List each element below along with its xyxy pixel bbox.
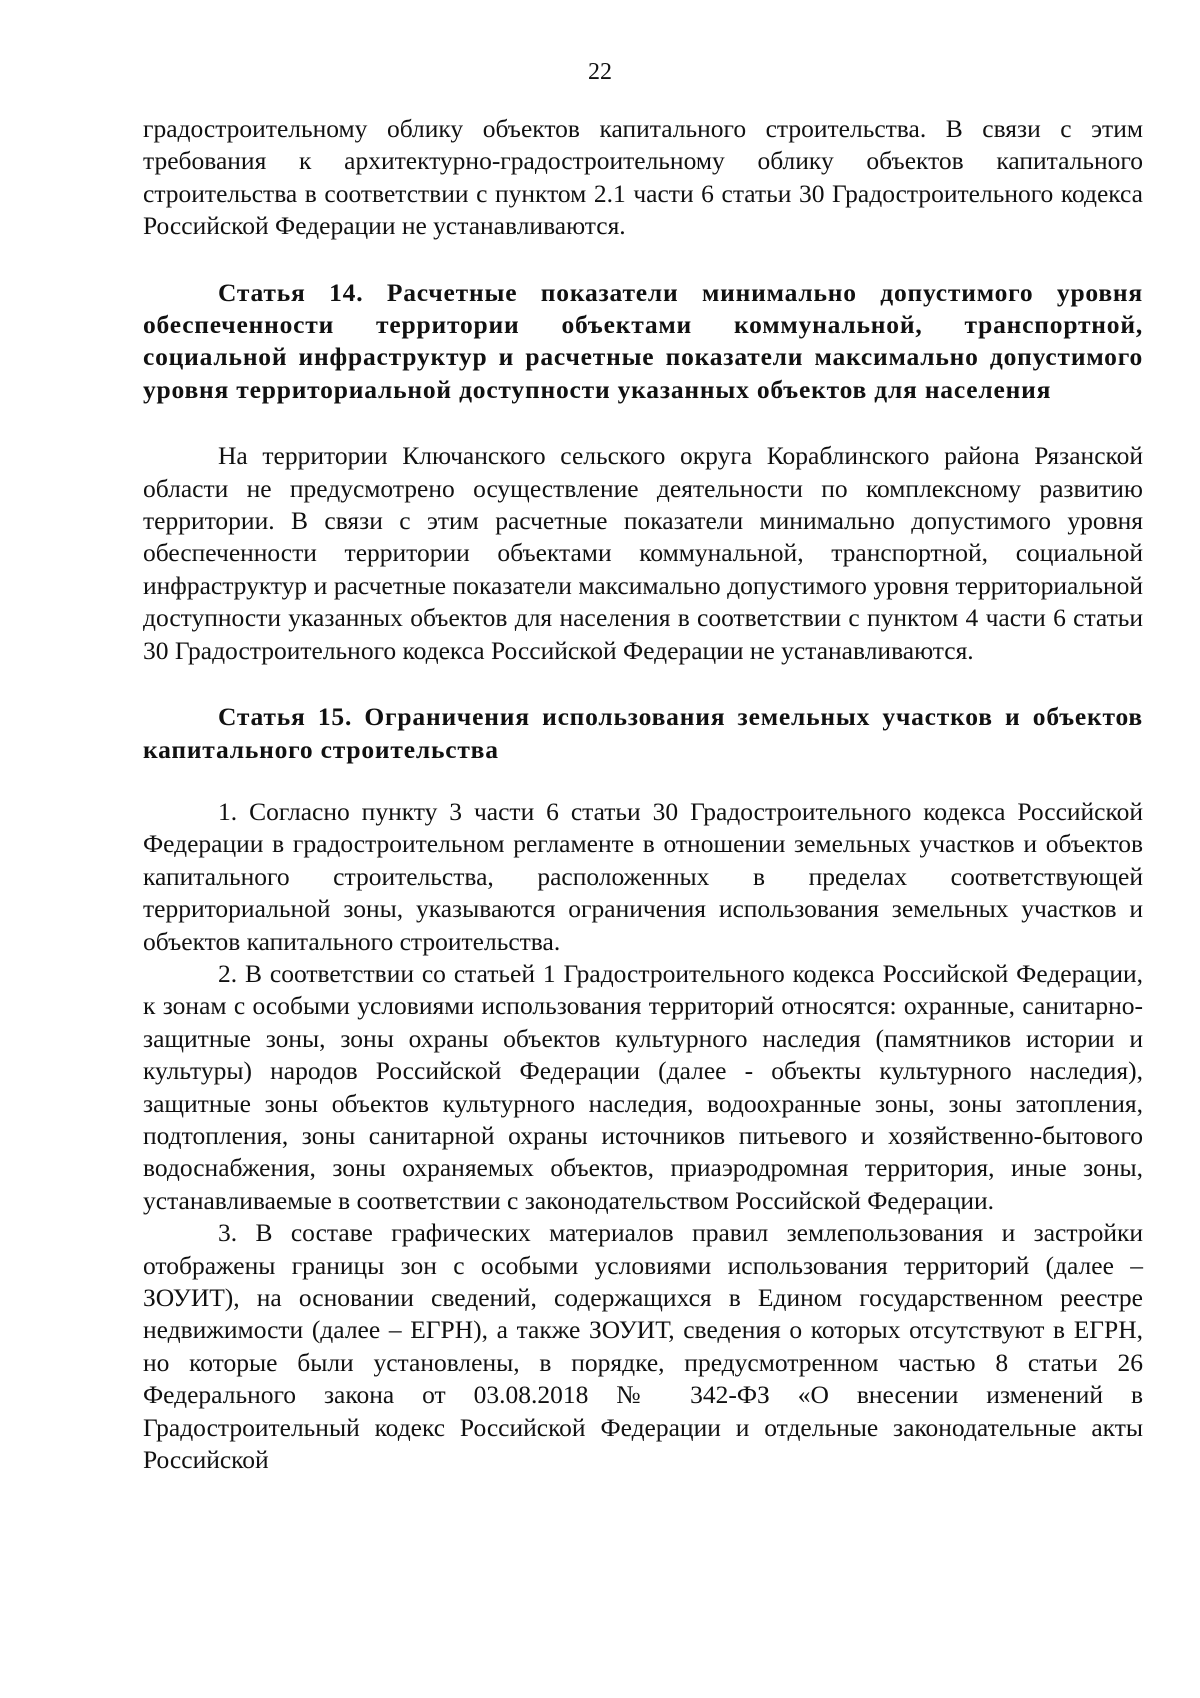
- article-14-heading: Статья 14. Расчетные показатели минимально допустимого уровня обеспеченности территории объектами коммунальной, транспортной, социальной инфраструктур и расчетные показатели максимально допустимого уровня территориальной доступности указанных объектов для населения: [143, 277, 1143, 404]
- article-15-paragraph-1: 1. Согласно пункту 3 части 6 статьи 30 Градостроительного кодекса Российской Федерации в градостроительном регламенте в отношении земельных участков и объектов капитального строительства, расположенных в пределах соответствующей территориальной зоны, указываются ограничения использования земельных участков и объектов капитального строительства.: [143, 796, 1143, 956]
- page-content: [143, 113, 1143, 1476]
- article-15-paragraph-2: 2. В соответствии со статьей 1 Градостроительного кодекса Российской Федерации, к зонам с особыми условиями использования территорий относятся: охранные, санитарно-защитные зоны, зоны охраны объектов культурного наследия (памятников истории и культуры) народов Российской Федерации (далее - объекты культурного наследия), защитные зоны объектов культурного наследия, водоохранные зоны, зоны затопления, подтопления, зоны санитарной охраны источников питьевого и хозяйственно-бытового водоснабжения, зоны охраняемых объектов, приаэродромная территория, иные зоны, устанавливаемые в соответствии с законодательством Российской Федерации.: [143, 958, 1143, 1215]
- article-15-paragraph-3: 3. В составе графических материалов правил землепользования и застройки отображены границы зон с особыми условиями использования территорий (далее – ЗОУИТ), на основании сведений, содержащихся в Едином государственном реестре недвижимости (далее – ЕГРН), а также ЗОУИТ, сведения о которых отсутствуют в ЕГРН, но которые были установлены, в порядке, предусмотренном частью 8 статьи 26 Федерального закона от 03.08.2018 № 342-ФЗ «О внесении изменений в Градостроительный кодекс Российской Федерации и отдельные законодательные акты Российской: [143, 1218, 1143, 1475]
- article-15-heading: Статья 15. Ограничения использования земельных участков и объектов капитального строительства: [143, 702, 1143, 764]
- intro-paragraph: градостроительному облику объектов капитального строительства. В связи с этим требования к архитектурно-градостроительному облику объектов капитального строительства в соответствии с пунктом 2.1 части 6 статьи 30 Градостроительного кодекса Российской Федерации не устанавливаются.: [143, 114, 1143, 241]
- page-number: 22: [588, 59, 612, 85]
- article-14-paragraph: На территории Ключанского сельского округа Кораблинского района Рязанской области не предусмотрено осуществление деятельности по комплексному развитию территории. В связи с этим расчетные показатели минимально допустимого уровня обеспеченности территории объектами коммунальной, транспортной, социальной инфраструктур и расчетные показатели максимально допустимого уровня территориальной доступности указанных объектов для населения в соответствии с пунктом 4 части 6 статьи 30 Градостроительного кодекса Российской Федерации не устанавливаются.: [143, 441, 1143, 665]
